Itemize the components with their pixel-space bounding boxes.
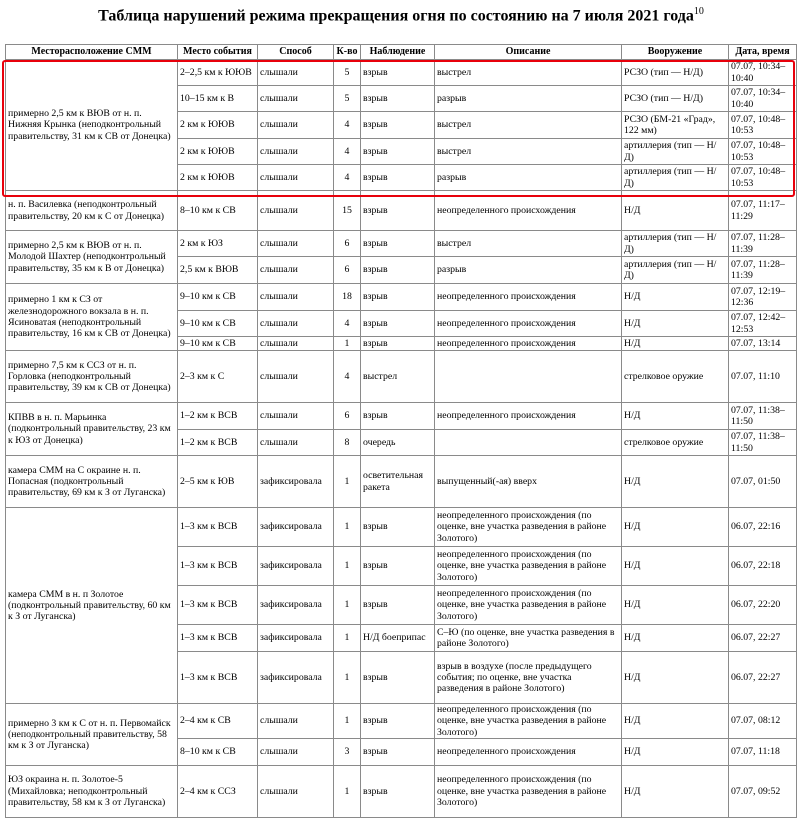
cell-datetime: 07.07, 08:12 bbox=[729, 704, 797, 739]
cell-datetime: 07.07, 11:38–11:50 bbox=[729, 403, 797, 430]
col-header-location: Месторасположение СММ bbox=[6, 45, 178, 60]
cell-datetime: 07.07, 11:28–11:39 bbox=[729, 257, 797, 284]
cell-count: 6 bbox=[334, 231, 361, 257]
table-row bbox=[6, 60, 797, 86]
cell-observation: взрыв bbox=[361, 547, 435, 586]
cell-observation: взрыв bbox=[361, 86, 435, 112]
col-header-weapon: Вооружение bbox=[622, 45, 729, 60]
table-row bbox=[6, 508, 797, 547]
cell-method: зафиксировала bbox=[258, 547, 334, 586]
cell-event-place: 1–3 км к ВСВ bbox=[178, 547, 258, 586]
cell-count: 5 bbox=[334, 86, 361, 112]
cell-description: неопределенного происхождения bbox=[435, 403, 622, 430]
cell-count: 1 bbox=[334, 508, 361, 547]
table-row bbox=[6, 765, 797, 817]
cell-datetime: 07.07, 10:48–10:53 bbox=[729, 139, 797, 165]
cell-count: 1 bbox=[334, 765, 361, 817]
cell-weapon: стрелковое оружие bbox=[622, 351, 729, 403]
cell-method: зафиксировала bbox=[258, 586, 334, 625]
cell-count: 1 bbox=[334, 337, 361, 351]
cell-method: слышали bbox=[258, 403, 334, 430]
cell-event-place: 9–10 км к СВ bbox=[178, 284, 258, 311]
table-header-row bbox=[6, 45, 797, 60]
cell-description: выстрел bbox=[435, 112, 622, 139]
cell-observation: взрыв bbox=[361, 191, 435, 231]
cell-observation: взрыв bbox=[361, 112, 435, 139]
cell-description: разрыв bbox=[435, 165, 622, 191]
cell-count: 8 bbox=[334, 430, 361, 456]
cell-method: зафиксировала bbox=[258, 625, 334, 652]
cell-count: 1 bbox=[334, 456, 361, 508]
col-header-observation: Наблюдение bbox=[361, 45, 435, 60]
cell-datetime: 07.07, 10:48–10:53 bbox=[729, 112, 797, 139]
table-row bbox=[6, 704, 797, 739]
cell-location: примерно 1 км к СЗ от железнодорожного вокзала в н. п. Ясиноватая (неподконтрольный правительству, 16 км к СВ от Донецка) bbox=[6, 284, 178, 351]
cell-count: 4 bbox=[334, 112, 361, 139]
cell-count: 4 bbox=[334, 351, 361, 403]
cell-method: слышали bbox=[258, 257, 334, 284]
cell-description: выпущенный(-ая) вверх bbox=[435, 456, 622, 508]
cell-count: 1 bbox=[334, 652, 361, 704]
cell-description: неопределенного происхождения (по оценке, вне участка разведения в районе Золотого) bbox=[435, 704, 622, 739]
cell-method: слышали bbox=[258, 704, 334, 739]
cell-count: 5 bbox=[334, 60, 361, 86]
cell-event-place: 2 км к ЮЮВ bbox=[178, 139, 258, 165]
cell-method: слышали bbox=[258, 765, 334, 817]
cell-datetime: 07.07, 10:34–10:40 bbox=[729, 60, 797, 86]
col-header-count: К-во bbox=[334, 45, 361, 60]
cell-description: неопределенного происхождения (по оценке, вне участка разведения в районе Золотого) bbox=[435, 547, 622, 586]
cell-weapon: Н/Д bbox=[622, 586, 729, 625]
cell-datetime: 07.07, 09:52 bbox=[729, 765, 797, 817]
cell-event-place: 2 км к ЮЮВ bbox=[178, 112, 258, 139]
table-row bbox=[6, 191, 797, 231]
cell-observation: взрыв bbox=[361, 738, 435, 765]
cell-event-place: 1–3 км к ВСВ bbox=[178, 586, 258, 625]
cell-weapon: артиллерия (тип — Н/Д) bbox=[622, 257, 729, 284]
cell-weapon: Н/Д bbox=[622, 337, 729, 351]
cell-count: 15 bbox=[334, 191, 361, 231]
cell-method: слышали bbox=[258, 191, 334, 231]
cell-description: неопределенного происхождения bbox=[435, 311, 622, 337]
cell-count: 1 bbox=[334, 586, 361, 625]
cell-description: неопределенного происхождения (по оценке, вне участка разведения в районе Золотого) bbox=[435, 586, 622, 625]
cell-weapon: РСЗО (БМ-21 «Град», 122 мм) bbox=[622, 112, 729, 139]
cell-datetime: 06.07, 22:27 bbox=[729, 652, 797, 704]
cell-weapon: Н/Д bbox=[622, 191, 729, 231]
cell-observation: взрыв bbox=[361, 60, 435, 86]
cell-count: 18 bbox=[334, 284, 361, 311]
table-row bbox=[6, 284, 797, 311]
cell-count: 6 bbox=[334, 403, 361, 430]
table-row bbox=[6, 231, 797, 257]
cell-description: неопределенного происхождения bbox=[435, 337, 622, 351]
cell-observation: взрыв bbox=[361, 311, 435, 337]
cell-datetime: 06.07, 22:27 bbox=[729, 625, 797, 652]
cell-event-place: 9–10 км к СВ bbox=[178, 311, 258, 337]
cell-location: н. п. Василевка (неподконтрольный правительству, 20 км к С от Донецка) bbox=[6, 191, 178, 231]
cell-observation: взрыв bbox=[361, 704, 435, 739]
cell-event-place: 1–3 км к ВСВ bbox=[178, 625, 258, 652]
cell-datetime: 07.07, 10:34–10:40 bbox=[729, 86, 797, 112]
cell-weapon: Н/Д bbox=[622, 547, 729, 586]
cell-weapon: Н/Д bbox=[622, 403, 729, 430]
cell-event-place: 2–4 км к ССЗ bbox=[178, 765, 258, 817]
cell-location: примерно 3 км к С от н. п. Первомайск (неподконтрольный правительству, 58 км к З от Луганска) bbox=[6, 704, 178, 766]
cell-datetime: 07.07, 11:38–11:50 bbox=[729, 430, 797, 456]
footnote-marker: 10 bbox=[693, 6, 704, 17]
cell-weapon: Н/Д bbox=[622, 311, 729, 337]
table-row bbox=[6, 351, 797, 403]
col-header-description: Описание bbox=[435, 45, 622, 60]
cell-observation: взрыв bbox=[361, 403, 435, 430]
cell-event-place: 2 км к ЮЮВ bbox=[178, 165, 258, 191]
cell-method: слышали bbox=[258, 738, 334, 765]
cell-method: зафиксировала bbox=[258, 456, 334, 508]
cell-method: слышали bbox=[258, 165, 334, 191]
cell-datetime: 07.07, 11:28–11:39 bbox=[729, 231, 797, 257]
cell-event-place: 1–3 км к ВСВ bbox=[178, 652, 258, 704]
cell-observation: взрыв bbox=[361, 165, 435, 191]
cell-location: примерно 2,5 км к ВЮВ от н. п. Молодой Шахтер (неподконтрольный правительству, 35 км к В от Донецка) bbox=[6, 231, 178, 284]
cell-location: примерно 7,5 км к ССЗ от н. п. Горловка (неподконтрольный правительству, 39 км к СВ от Донецка) bbox=[6, 351, 178, 403]
cell-weapon: РСЗО (тип — Н/Д) bbox=[622, 86, 729, 112]
cell-event-place: 8–10 км к СВ bbox=[178, 191, 258, 231]
cell-count: 4 bbox=[334, 311, 361, 337]
cell-datetime: 06.07, 22:16 bbox=[729, 508, 797, 547]
cell-event-place: 9–10 км к СВ bbox=[178, 337, 258, 351]
cell-count: 1 bbox=[334, 547, 361, 586]
cell-description: неопределенного происхождения (по оценке, вне участка разведения в районе Золотого) bbox=[435, 765, 622, 817]
cell-observation: выстрел bbox=[361, 351, 435, 403]
cell-description: выстрел bbox=[435, 60, 622, 86]
cell-count: 1 bbox=[334, 704, 361, 739]
cell-weapon: Н/Д bbox=[622, 508, 729, 547]
cell-weapon: РСЗО (тип — Н/Д) bbox=[622, 60, 729, 86]
cell-count: 4 bbox=[334, 165, 361, 191]
cell-observation: взрыв bbox=[361, 284, 435, 311]
cell-weapon: Н/Д bbox=[622, 765, 729, 817]
table-row bbox=[6, 456, 797, 508]
cell-observation: осветительная ракета bbox=[361, 456, 435, 508]
cell-datetime: 07.07, 12:42–12:53 bbox=[729, 311, 797, 337]
cell-method: слышали bbox=[258, 86, 334, 112]
cell-datetime: 07.07, 12:19–12:36 bbox=[729, 284, 797, 311]
cell-weapon: Н/Д bbox=[622, 738, 729, 765]
cell-observation: взрыв bbox=[361, 139, 435, 165]
cell-count: 1 bbox=[334, 625, 361, 652]
cell-event-place: 10–15 км к В bbox=[178, 86, 258, 112]
col-header-datetime: Дата, время bbox=[729, 45, 797, 60]
cell-description bbox=[435, 430, 622, 456]
cell-description: разрыв bbox=[435, 86, 622, 112]
cell-weapon: Н/Д bbox=[622, 704, 729, 739]
col-header-method: Способ bbox=[258, 45, 334, 60]
cell-description: выстрел bbox=[435, 231, 622, 257]
table-row bbox=[6, 403, 797, 430]
cell-method: слышали bbox=[258, 351, 334, 403]
cell-method: слышали bbox=[258, 231, 334, 257]
cell-location: примерно 2,5 км к ВЮВ от н. п. Нижняя Крынка (неподконтрольный правительству, 31 км к СВ от Донецка) bbox=[6, 60, 178, 191]
cell-count: 6 bbox=[334, 257, 361, 284]
cell-event-place: 8–10 км к СВ bbox=[178, 738, 258, 765]
cell-location: ЮЗ окраина н. п. Золотое-5 (Михайловка; неподконтрольный правительству, 58 км к З от Луганска) bbox=[6, 765, 178, 817]
cell-description: выстрел bbox=[435, 139, 622, 165]
cell-weapon: артиллерия (тип — Н/Д) bbox=[622, 231, 729, 257]
cell-weapon: артиллерия (тип — Н/Д) bbox=[622, 139, 729, 165]
cell-weapon: Н/Д bbox=[622, 284, 729, 311]
cell-event-place: 2–5 км к ЮВ bbox=[178, 456, 258, 508]
ceasefire-violations-table bbox=[5, 44, 797, 818]
cell-method: зафиксировала bbox=[258, 508, 334, 547]
cell-method: зафиксировала bbox=[258, 652, 334, 704]
cell-datetime: 07.07, 11:18 bbox=[729, 738, 797, 765]
cell-method: слышали bbox=[258, 112, 334, 139]
cell-method: слышали bbox=[258, 337, 334, 351]
cell-datetime: 07.07, 01:50 bbox=[729, 456, 797, 508]
cell-description: разрыв bbox=[435, 257, 622, 284]
cell-event-place: 2 км к ЮЗ bbox=[178, 231, 258, 257]
cell-observation: взрыв bbox=[361, 257, 435, 284]
cell-description: неопределенного происхождения bbox=[435, 191, 622, 231]
table-body bbox=[6, 60, 797, 818]
cell-event-place: 1–2 км к ВСВ bbox=[178, 430, 258, 456]
cell-datetime: 06.07, 22:20 bbox=[729, 586, 797, 625]
cell-weapon: стрелковое оружие bbox=[622, 430, 729, 456]
cell-event-place: 2–4 км к СВ bbox=[178, 704, 258, 739]
cell-observation: взрыв bbox=[361, 337, 435, 351]
cell-method: слышали bbox=[258, 311, 334, 337]
cell-observation: взрыв bbox=[361, 765, 435, 817]
cell-description bbox=[435, 351, 622, 403]
cell-event-place: 2,5 км к ВЮВ bbox=[178, 257, 258, 284]
cell-description: неопределенного происхождения (по оценке, вне участка разведения в районе Золотого) bbox=[435, 508, 622, 547]
cell-weapon: Н/Д bbox=[622, 625, 729, 652]
cell-observation: Н/Д боеприпас bbox=[361, 625, 435, 652]
cell-count: 3 bbox=[334, 738, 361, 765]
cell-location: камера СММ на С окраине н. п. Попасная (подконтрольный правительству, 69 км к З от Луганска) bbox=[6, 456, 178, 508]
cell-observation: взрыв bbox=[361, 231, 435, 257]
cell-location: КПВВ в н. п. Марьинка (подконтрольный правительству, 23 км к ЮЗ от Донецка) bbox=[6, 403, 178, 456]
cell-observation: взрыв bbox=[361, 652, 435, 704]
col-header-place: Место события bbox=[178, 45, 258, 60]
cell-method: слышали bbox=[258, 60, 334, 86]
cell-event-place: 2–2,5 км к ЮЮВ bbox=[178, 60, 258, 86]
cell-event-place: 1–3 км к ВСВ bbox=[178, 508, 258, 547]
cell-description: неопределенного происхождения bbox=[435, 738, 622, 765]
cell-event-place: 2–3 км к С bbox=[178, 351, 258, 403]
cell-description: С–Ю (по оценке, вне участка разведения в районе Золотого) bbox=[435, 625, 622, 652]
cell-weapon: артиллерия (тип — Н/Д) bbox=[622, 165, 729, 191]
cell-observation: взрыв bbox=[361, 586, 435, 625]
cell-datetime: 07.07, 13:14 bbox=[729, 337, 797, 351]
cell-method: слышали bbox=[258, 430, 334, 456]
cell-weapon: Н/Д bbox=[622, 652, 729, 704]
cell-weapon: Н/Д bbox=[622, 456, 729, 508]
cell-datetime: 07.07, 11:17–11:29 bbox=[729, 191, 797, 231]
cell-method: слышали bbox=[258, 284, 334, 311]
cell-observation: очередь bbox=[361, 430, 435, 456]
cell-description: взрыв в воздухе (после предыдущего события; по оценке, вне участка разведения в районе Золотого) bbox=[435, 652, 622, 704]
cell-datetime: 07.07, 10:48–10:53 bbox=[729, 165, 797, 191]
cell-datetime: 07.07, 11:10 bbox=[729, 351, 797, 403]
cell-description: неопределенного происхождения bbox=[435, 284, 622, 311]
cell-method: слышали bbox=[258, 139, 334, 165]
cell-count: 4 bbox=[334, 139, 361, 165]
cell-event-place: 1–2 км к ВСВ bbox=[178, 403, 258, 430]
cell-location: камера СММ в н. п Золотое (подконтрольный правительству, 60 км к З от Луганска) bbox=[6, 508, 178, 704]
cell-observation: взрыв bbox=[361, 508, 435, 547]
cell-datetime: 06.07, 22:18 bbox=[729, 547, 797, 586]
page-title: Таблица нарушений режима прекращения огня по состоянию на 7 июля 2021 года$^{10}$ bbox=[98, 6, 704, 25]
